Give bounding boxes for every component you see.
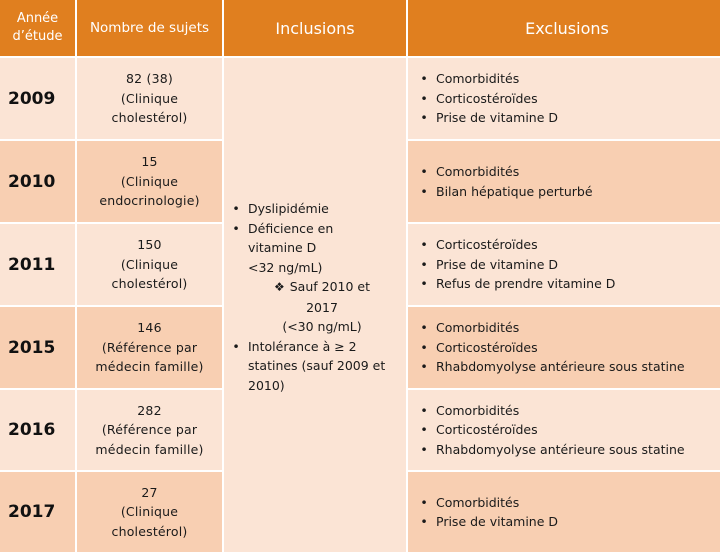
bullet-icon: •: [420, 320, 428, 336]
exclusions-cell: [408, 390, 720, 470]
exclusion-item: • Prise de vitamine D: [412, 108, 558, 128]
subjects-cell: [77, 58, 222, 139]
bullet-icon: •: [420, 237, 428, 253]
header-exclusions: Exclusions: [408, 0, 720, 56]
bullet-icon: •: [420, 110, 428, 126]
bullet-icon: •: [420, 494, 428, 510]
subjects-count: 27: [141, 484, 158, 500]
subjects-source: (Clinique: [120, 504, 179, 520]
inclusion-item: • Dyslipidémie: [224, 199, 406, 219]
subjects-count: 150: [137, 237, 162, 253]
bullet-icon: •: [420, 359, 428, 375]
diamond-bullet-icon: ❖: [273, 280, 285, 294]
exclusions-cell: [408, 141, 720, 222]
year-cell: 2009: [0, 58, 75, 139]
exclusion-item: • Comorbidités: [412, 493, 558, 513]
bullet-icon: •: [420, 276, 428, 292]
exclusion-item: • Corticostéroïdes: [412, 338, 685, 358]
exclusion-item: • Corticostéroïdes: [412, 89, 558, 109]
subjects-source: (Clinique: [120, 90, 179, 106]
bullet-icon: •: [420, 441, 428, 457]
bullet-icon: •: [232, 338, 240, 354]
bullet-icon: •: [420, 514, 428, 529]
subjects-source: (Référence par: [101, 422, 198, 438]
bullet-icon: •: [420, 71, 428, 87]
subjects-count: 282: [137, 402, 162, 418]
subjects-source: médecin famille): [95, 441, 204, 457]
subjects-count: 15: [141, 154, 158, 170]
exclusions-cell: [408, 307, 720, 388]
inclusion-item: • Déficience en vitamine D <32 ng/mL) ❖ Sauf 2010 et 2017 (<30 ng/mL): [224, 219, 406, 337]
inclusion-subitem: ❖ Sauf 2010 et: [273, 279, 371, 294]
exclusions-cell: [408, 224, 720, 305]
bullet-icon: •: [232, 201, 240, 216]
bullet-icon: •: [420, 339, 428, 355]
subjects-cell: [77, 141, 222, 222]
year-cell: 2017: [0, 472, 75, 552]
subjects-cell: [77, 224, 222, 305]
bullet-icon: •: [420, 402, 428, 418]
inclusion-item: • Intolérance à ≥ 2 statines (sauf 2009 et 2010): [224, 337, 406, 396]
exclusion-item: • Rhabdomyolyse antérieure sous statine: [412, 440, 685, 460]
exclusion-item: • Comorbidités: [412, 162, 593, 182]
year-cell: 2015: [0, 307, 75, 388]
header-subjects: Nombre de sujets: [77, 0, 222, 56]
exclusion-item: • Refus de prendre vitamine D: [412, 274, 615, 294]
year-cell: 2016: [0, 390, 75, 470]
subjects-count: 146: [137, 320, 162, 336]
subjects-cell: [77, 390, 222, 470]
year-cell: 2011: [0, 224, 75, 305]
bullet-icon: •: [420, 90, 428, 106]
exclusions-cell: [408, 472, 720, 552]
subjects-source: cholestérol): [111, 276, 188, 292]
exclusion-item: • Comorbidités: [412, 401, 685, 421]
subjects-source: (Référence par: [101, 339, 198, 355]
bullet-icon: •: [420, 164, 428, 179]
exclusion-item: • Bilan hépatique perturbé: [412, 182, 593, 202]
subjects-source: médecin famille): [95, 359, 204, 375]
exclusion-item: • Comorbidités: [412, 318, 685, 338]
exclusion-item: • Prise de vitamine D: [412, 512, 558, 532]
bullet-icon: •: [232, 220, 240, 236]
year-cell: 2010: [0, 141, 75, 222]
bullet-icon: •: [420, 256, 428, 272]
exclusion-item: • Corticostéroïdes: [412, 235, 615, 255]
exclusion-item: • Rhabdomyolyse antérieure sous statine: [412, 357, 685, 377]
subjects-source: cholestérol): [111, 523, 188, 539]
exclusion-item: • Corticostéroïdes: [412, 420, 685, 440]
subjects-source: (Clinique: [120, 256, 179, 272]
exclusion-item: • Prise de vitamine D: [412, 255, 615, 275]
bullet-icon: •: [420, 422, 428, 438]
exclusion-item: • Comorbidités: [412, 69, 558, 89]
subjects-source: (Clinique: [120, 173, 179, 189]
subjects-source: cholestérol): [111, 110, 188, 126]
bullet-icon: •: [420, 183, 428, 199]
subjects-cell: [77, 307, 222, 388]
inclusions-cell: [224, 58, 406, 552]
exclusions-cell: [408, 58, 720, 139]
subjects-cell: [77, 472, 222, 552]
header-year: Année d’étude: [0, 0, 75, 56]
subjects-source: endocrinologie): [99, 193, 200, 209]
header-inclusions: Inclusions: [224, 0, 406, 56]
subjects-count: 82 (38): [126, 71, 173, 87]
